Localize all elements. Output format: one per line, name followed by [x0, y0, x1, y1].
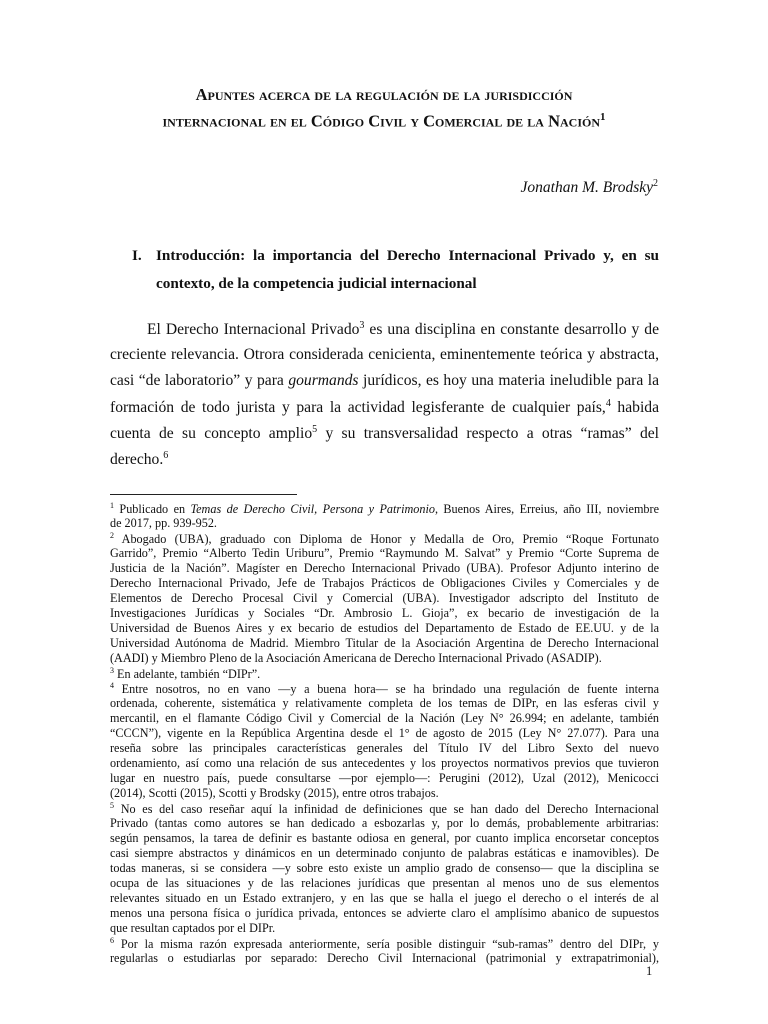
- footnote-6: regularlas o estudiarlas por separado: Derecho Civil Internacional (patrimonial y extrapatrimonial),: [110, 951, 659, 965]
- footnote-4: $^4$ Entre nosotros, no en vano —y a buena hora— se ha brindado una regulación de fuente interna: [110, 681, 659, 697]
- footnote-2: Garrido”, Premio “Alberto Tedin Uriburu”, Premio “Raymundo M. Salvat” y Premio “Corte Suprema de: [110, 546, 659, 560]
- footnote-ref-2[interactable]: 2: [653, 178, 658, 189]
- footnote-4: mercantil, en el flamante Código Civil y Comercial de la Nación (Ley N° 26.994; en adelante, también: [110, 711, 659, 725]
- footnote-2: Investigaciones Jurídicas y Sociales “Dr. Ambrosio L. Gioja”, ex becario de investigación de la: [110, 606, 659, 620]
- footnote-separator: [110, 494, 297, 495]
- footnote-6: $^6$ Por la misma razón expresada anteriormente, sería posible distinguir “sub-ramas” dentro del DIPr, y: [110, 936, 659, 952]
- paragraph-line: casi “de laboratorio” y para gourmands jurídicos, es hoy una materia ineludible para la: [110, 372, 659, 389]
- footnote-ref-6[interactable]: 6: [163, 450, 169, 461]
- footnote-5: ocupa de las situaciones y de las relaciones jurídicas que presentan al menos uno de sus elementos: [110, 876, 659, 890]
- footnote-1: $^1$ Publicado en Temas de Derecho Civil, Persona y Patrimonio, Buenos Aires, Erreius, año III, noviembre: [110, 501, 659, 517]
- footnote-4: lugar en nuestro país, puede consultarse —por ejemplo—: Perugini (2012), Uzal (2012), Menicocci: [110, 771, 659, 785]
- paragraph-line: derecho.$^6$: [110, 450, 169, 469]
- footnote-2: Elementos de Derecho Procesal Civil y Comercial (UBA). Investigador adscripto del Instituto de: [110, 591, 659, 605]
- author-name: Jonathan M. Brodsky$^2$: [520, 178, 658, 197]
- page-number: 1: [646, 964, 653, 978]
- footnote-4: reseña sobre las principales características generales del Título IV del Libro Sexto del nuevo: [110, 741, 659, 755]
- section-heading-line-2: contexto, de la competencia judicial internacional: [156, 275, 477, 292]
- footnote-4: “CCCN”), vigente en la República Argentina desde el 1° de agosto de 2015 (Ley N° 27.077). Para una: [110, 726, 659, 740]
- footnote-ref-1[interactable]: 1: [600, 111, 606, 123]
- footnote-ref-5[interactable]: 5: [312, 424, 318, 435]
- footnote-5: $^5$ No es del caso reseñar aquí la infinidad de definiciones que se han dado del Derecho Internacional: [110, 801, 659, 817]
- footnote-4: ordenada, coherente, sistemática y relativamente completa de los temas de DIPr, en las esferas civil y: [110, 696, 659, 710]
- title-line-2: internacional en el Código Civil y Comercial de la Nación$^1$: [162, 111, 606, 131]
- paragraph-line: creciente relevancia. Otrora considerada cenicienta, eminentemente teórica y abstracta,: [110, 346, 659, 363]
- footnote-2: $^2$ Abogado (UBA), graduado con Diploma de Honor y Medalla de Oro, Premio “Roque Fortunato: [110, 531, 659, 547]
- footnote-5: menos una persona física o jurídica privada, entonces se advierte claro el amplísimo abanico de supuestos: [110, 906, 659, 920]
- footnote-2: (AADI) y Miembro Pleno de la Asociación Americana de Derecho Internacional Privado (ASADIP).: [110, 651, 602, 665]
- footnote-4: (2014), Scotti (2015), Scotti y Brodsky (2015), entre otros trabajos.: [110, 786, 439, 800]
- footnote-2: Universidad de Buenos Aires y ex becario de estudios del Departamento de Estado de EE.UU. y de la: [110, 621, 659, 635]
- footnote-ref-3[interactable]: 3: [359, 320, 365, 331]
- paragraph-line: cuenta de su concepto amplio$^5$ y su transversalidad respecto a otras “ramas” del: [110, 424, 659, 443]
- footnote-5: que resultan captados por el DIPr.: [110, 921, 276, 935]
- section-heading-line-1: Introducción: la importancia del Derecho Internacional Privado y, en su: [156, 247, 659, 264]
- footnote-4: ordenamiento, así como una relación de sus antecedentes y los proyectos normativos previos que tuvieron: [110, 756, 659, 770]
- title-line-1: Apuntes acerca de la regulación de la jurisdicción: [195, 85, 573, 104]
- paragraph-line: formación de todo jurista y para la actividad legisferante de cualquier país,$^4$ habida: [110, 398, 659, 417]
- document-title: [80, 84, 688, 133]
- footnote-1: de 2017, pp. 939-952.: [110, 516, 217, 530]
- footnote-2: Justicia de la Nación”. Magíster en Derecho Internacional Privado (UBA). Profesor Adjunto interino de: [110, 561, 659, 575]
- paragraph-line: El Derecho Internacional Privado$^3$ es una disciplina en constante desarrollo y de: [147, 320, 659, 339]
- section-number: I.: [132, 247, 142, 264]
- footnote-5: relevantes situado en un Estado extranjero, y en las que se halla el juego el derecho o el interés de al: [110, 891, 659, 905]
- footnote-5: todas maneras, si se considera —y sobre esto existe un amplio grado de consenso— que la disciplina se: [110, 861, 659, 875]
- footnote-5: Privado (tantas como autores se han dedicado a esbozarlas y, por lo demás, probablemente arbitrarias:: [110, 816, 659, 830]
- footnote-2: Universidad Autónoma de Madrid. Miembro Titular de la Asociación Argentina de Derecho Internacional: [110, 636, 659, 650]
- footnote-ref-4[interactable]: 4: [605, 398, 611, 409]
- footnote-3: $^3$ En adelante, también “DIPr”.: [110, 666, 261, 682]
- footnote-5: casi siempre abstractos y dinámicos en un determinado conjunto de palabras estáticas e inamovibles). De: [110, 846, 659, 860]
- footnote-5: según pensamos, la tarea de definir es bastante odiosa en general, por cuanto implica encorsetar conceptos: [110, 831, 659, 845]
- footnote-2: Derecho Internacional Privado, Jefe de Trabajos Prácticos de Obligaciones Civiles y Comerciales y de: [110, 576, 659, 590]
